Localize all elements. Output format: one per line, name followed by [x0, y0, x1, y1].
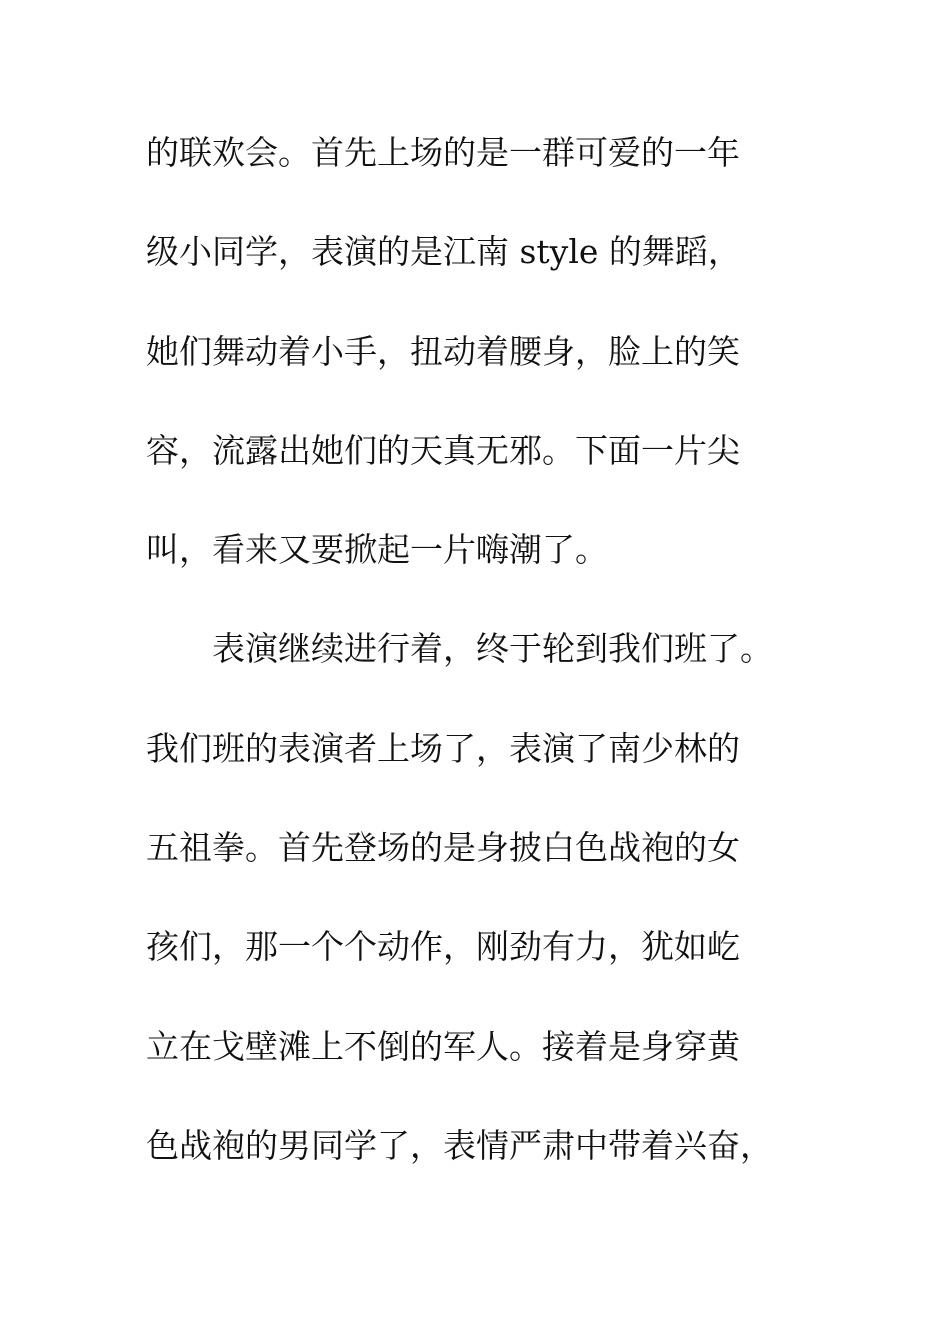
- text-line: 叫，看来又要掀起一片嗨潮了。: [146, 530, 608, 570]
- body-text: [146, 126, 866, 1218]
- text-line: 她们舞动着小手，扭动着腰身，脸上的笑: [146, 331, 740, 371]
- text-line: 我们班的表演者上场了，表演了南少林的: [146, 728, 740, 768]
- text-line: 的联欢会。首先上场的是一群可爱的一年: [146, 133, 740, 172]
- paragraph-start-line: 表演继续进行着，终于轮到我们班了。: [146, 629, 773, 669]
- text-line: 容，流露出她们的天真无邪。下面一片尖: [146, 430, 740, 470]
- text-line: 五祖拳。首先登场的是身披白色战袍的女: [146, 828, 740, 868]
- text-line: 孩们，那一个个动作，刚劲有力，犹如屹: [146, 927, 740, 967]
- text-line: 立在戈壁滩上不倒的军人。接着是身穿黄: [146, 1026, 740, 1066]
- text-line: 级小同学，表演的是江南 style 的舞蹈，: [146, 232, 741, 272]
- text-line: 色战袍的男同学了，表情严肃中带着兴奋，: [146, 1125, 773, 1165]
